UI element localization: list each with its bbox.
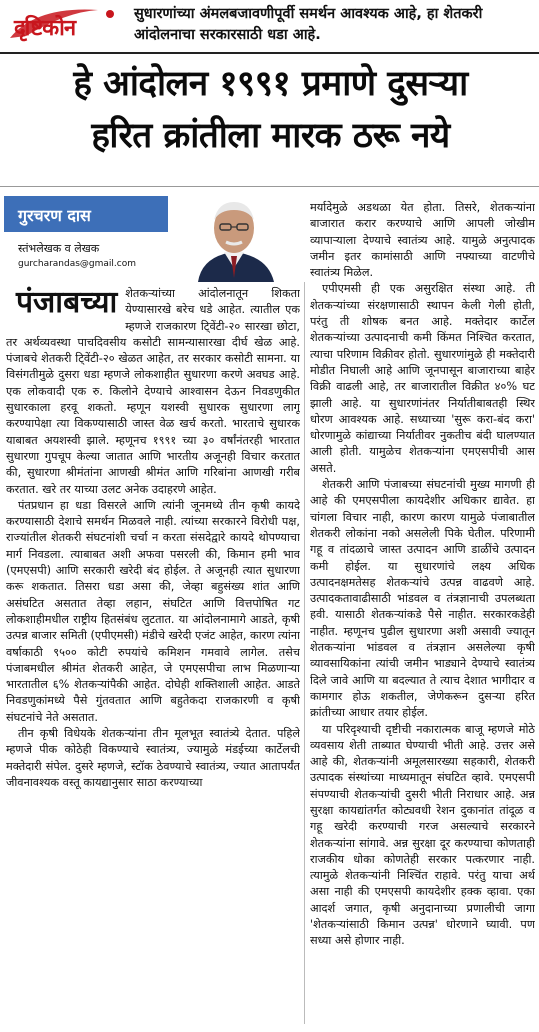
- article-left-column: [6, 286, 300, 1026]
- masthead: [0, 0, 539, 50]
- column-divider: [304, 282, 305, 1024]
- article-right-column: [310, 200, 535, 1026]
- paragraph: पंतप्रधान हा धडा विसरले आणि त्यांनी जूनमध्ये तीन कृषी कायदे करण्यासाठी देशाचे समर्थन मिळवले नाही. त्यांच्या सरकारने विरोधी पक्ष, राज्यांतील शेतकरी संघटनांशी चर्चा न करता संसदेद्वारे कायदे थोपण्याचा मार्ग निवडला. त्याबाबत अशी अफवा पसरली की, किमान हमी भाव (एमएसपी) आणि सरकारी खरेदी बंद होईल. ते अजूनही त्यात सुधारणा करू शकतात. तिसरा धडा असा की, जेव्हा बहुसंख्य शांत आणि असंघटित असतात तेव्हा लहान, संघटित आणि वित्तपोषित गट लोकशाहीमधील राष्ट्रीय हितसंबंध लुटतात. या आंदोलनामागे आडते, कृषी उत्पन्न बाजार समिती (एपीएमसी) मंडीचे खरेदी एजंट आहेत, कारण त्यांना वर्षाकाठी ९५०० कोटी रुपयांचे कमिशन गमवावे लागेल. तसेच पंजाबमधील श्रीमंत शेतकरी आहेत, जे एमएसपीचा लाभ मिळणाऱ्या भारतातील ६% शेतकऱ्यांपैकी आहेत. दोघेही शक्तिशाली आहेत. आडते निवडणुकांमध्ये पैसे गुंतवतात आणि बहुतेकदा राजकारणी व कृषी संघटनांचे नेते असतात.: [6, 498, 300, 724]
- author-email: gurcharandas@gmail.com: [18, 259, 137, 269]
- paragraph: या परिदृश्याची दृष्टीची नकारात्मक बाजू म्हणजे मोठे व्यवसाय शेती ताब्यात घेण्याची भीती आहे. उत्तर असे आहे की, शेतकऱ्यांनी अमूलसारख्या सहकारी, शेतकरी उत्पादक संस्थांच्या माध्यमातून संघटित व्हावे. एमएसपी संपण्याची शेतकऱ्यांची दुसरी भीती निराधार आहे. अन्न सुरक्षा कायद्यांतर्गत कोट्यवधी रेशन दुकानांत तांदूळ व गहू खरेदी करण्याची गरज असल्याचे सरकारने शेतकऱ्यांना सांगावे. अन्न सुरक्षा दूर करण्याचा कोणताही राजकीय धोका कोणतेही सरकार पत्करणार नाही. त्यामुळे शेतकऱ्यांनी निश्चिंत राहावे. परंतु याचा अर्थ असा नाही की एमएसपी कायदेशीर हक्क व्हावा. एका आदर्श जगात, कृषी अनुदानाच्या प्रणालीची जागा 'शेतकऱ्यांसाठी किमान उत्पन्न' धोरणाने घ्यावी. पण सध्या असे होणार नाही.: [310, 722, 535, 948]
- paragraph: [6, 286, 300, 498]
- dropcap-word: पंजाबच्या: [16, 286, 118, 320]
- author-photo: [168, 194, 302, 282]
- masthead-rule: [0, 52, 539, 54]
- paragraph: तीन कृषी विधेयके शेतकऱ्यांना तीन मूलभूत स्वातंत्र्ये देतात. पहिले म्हणजे पीक कोठेही विकण्याचे स्वातंत्र्य, ज्यामुळे मंडईच्या कार्टेलची मक्तेदारी संपेल. दुसरे म्हणजे, स्टॉक ठेवण्याचे स्वातंत्र्य, ज्यात आतापर्यंत जीवनावश्यक वस्तू कायद्यानुसार साठा करण्याच्या: [6, 727, 300, 789]
- headline-rule: [0, 186, 539, 187]
- paragraph: एपीएमसी ही एक असुरक्षित संस्था आहे. ती शेतकऱ्यांच्या संरक्षणासाठी स्थापन केली गेली होती, परंतु ती शोषक बनत आहे. मक्तेदार कार्टेल शेतकऱ्यांच्या उत्पादनाची कमी किंमत निश्चित करतात, त्याचा परिणाम विक्रीवर होतो. सुधारणांमुळे ही मक्तेदारी मोडीत निघाली आहे आणि जूनपासून बाजाराच्या बाहेर विक्री वाढली आहे, तर बाजारातील विक्रीत ४०% घट झाली आहे. या सुधारणांनंतर निर्यातीबाबतही स्थिर धोरण आवश्यक आहे. सध्याच्या 'सुरू करा-बंद करा' धोरणामुळे कांद्याच्या निर्यातीवर नुकतीच बंदी घालण्यात आली होती. यामुळेच शेतकऱ्यांना एमएसपीची आस असते.: [310, 282, 535, 475]
- section-tagline: सुधारणांच्या अंमलबजावणीपूर्वी समर्थन आवश्यक आहे, हा शेतकरी आंदोलनाचा सरकारसाठी धडा आहे.: [134, 6, 483, 43]
- author-name: गुरचरण दास: [18, 206, 91, 225]
- paragraph-text: शेतकऱ्यांच्या आंदोलनातून शिकता येण्यासारखे बरेच धडे आहेत. त्यातील एक म्हणजे राजकारण टि्वेंटी-२० सारखा छोटा, तर अर्थव्यवस्था पाचदिवसीय कसोटी सामन्यासारखा दीर्घ खेळ आहे. पंजाबचे शेतकरी टि्वेंटी-२० खेळत आहेत, तर सरकार कसोटी सामना. या विसंगतीमुळे दुसरा धडा म्हणजे लोकशाहीत सुधारणा करणे अवघड आहे. एक लोकवादी एक रु. किलोने देण्याचे आश्वासन देऊन निवडणुकीत सुधारकाला हरवू शकतो. म्हणून यशस्वी सुधारक सुधारणा लागू करण्यापेक्षा त्या विकण्यासाठी जास्त वेळ खर्च करतो. भारताचे सुधारक याबाबत अयशस्वी झाले. म्हणूनच १९९१ च्या ३० वर्षांनंतरही भारतात सुधारणा गुपचूप केल्या जातात आणि भारतीय अजूनही विचार करतात की, सुधारणा श्रीमंतांना आणखी श्रीमंत आणि गरिबांना आणखी गरीब करतात. खरे तर याच्या उलट अनेक उदाहरणे आहेत.: [6, 287, 300, 496]
- headline-line-1: हे आंदोलन १९९१ प्रमाणे दुसऱ्या: [73, 64, 468, 104]
- logo-text: दृष्टिकोन: [14, 16, 76, 41]
- headline: [8, 58, 533, 162]
- dristikon-logo: [4, 2, 122, 46]
- paragraph: मर्यादेमुळे अडथळा येत होता. तिसरे, शेतकऱ्यांना बाजारात करार करण्याचे आणि आपली जोखीम व्यापाऱ्याला देण्याचे स्वातंत्र्य आहे. यामुळे अनुत्पादक जमीन इतर कामांसाठी आणि नफ्याच्या वाटणीचे स्वातंत्र्य मिळेल.: [310, 201, 535, 280]
- paragraph: शेतकरी आणि पंजाबच्या संघटनांची मुख्य मागणी ही आहे की एमएसपीला कायदेशीर अधिकार द्यावेत. हा चांगला विचार नाही, कारण कारण यामुळे पंजाबातील शेतकरी लोकांना नको असलेली पिके घेतील. परिणामी गहू व तांदळाचे जास्त उत्पादन आणि डाळींचे उत्पादन कमी होईल. या सुधारणांचे लक्ष्य अधिक उत्पादनक्षमतेसह शेतकऱ्यांचे उत्पन्न वाढवणे आहे. उत्पादकतावाढीसाठी भांडवल व तंत्रज्ञानाची उपलब्धता हवी. यासाठी शेतकऱ्यांकडे पैसे नाहीत. सरकारकडेही नाहीत. म्हणूनच पुढील सुधारणा अशी असावी ज्यातून शेतकऱ्यांना भांडवल व तंत्रज्ञान असलेल्या कृषी व्यावसायिकांना त्यांची जमीन भाड्याने देण्याचे स्वातंत्र्य दिले जावे आणि या बदल्यात ते त्याच देशात भागीदार व कामगार होऊ शकतील, जेणेकरून दुसऱ्या हरित क्रांतीच्या आधार तयार होईल.: [310, 478, 535, 720]
- author-role: स्तंभलेखक व लेखक: [18, 242, 100, 255]
- headline-line-2: हरित क्रांतीला मारक ठरू नये: [91, 116, 450, 156]
